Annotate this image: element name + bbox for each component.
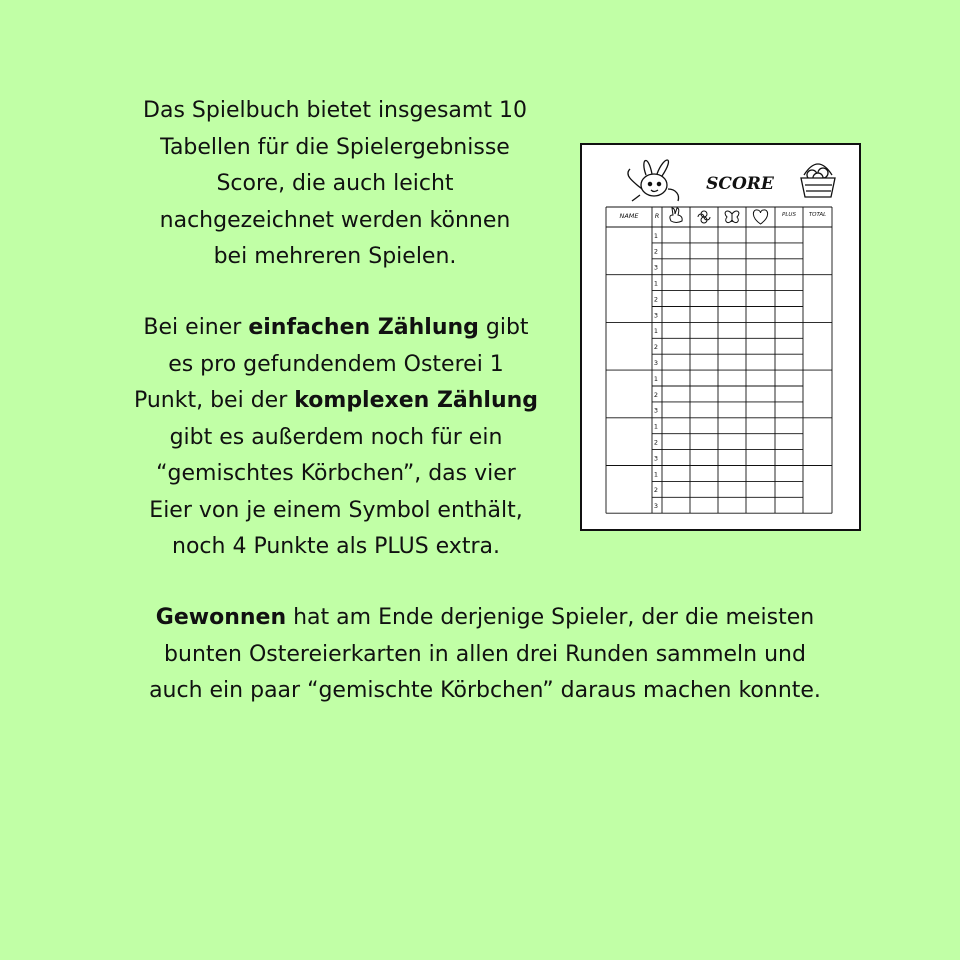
winner-text: bunten Ostereierkarten in allen drei Runden sammeln und	[164, 641, 806, 667]
bunny-icon	[628, 160, 679, 201]
round-number: 3	[653, 502, 659, 511]
round-number: 3	[653, 311, 659, 320]
intro-line: bei mehreren Spielen.	[213, 244, 457, 269]
round-number: 2	[653, 438, 659, 447]
complex-count-term: komplexen Zählung	[294, 388, 539, 413]
round-number: 3	[653, 454, 659, 463]
intro-line: Score, die auch leicht	[216, 171, 454, 196]
col-total-label: TOTAL	[808, 212, 827, 218]
bunny-icon	[670, 208, 682, 223]
rules-text: Punkt, bei der	[133, 388, 295, 413]
round-number: 2	[653, 295, 659, 304]
rules-paragraph	[96, 310, 576, 566]
round-number: 2	[653, 390, 659, 399]
intro-line: Das Spielbuch bietet insgesamt 10	[143, 98, 527, 123]
intro-line: nachgezeichnet werden können	[159, 207, 511, 233]
score-table	[606, 207, 832, 513]
rules-text: es pro gefundendem Osterei 1	[168, 351, 504, 377]
round-number: 1	[653, 327, 659, 336]
round-number: 2	[653, 343, 659, 352]
rules-text: Eier von je einem Symbol enthält,	[149, 497, 523, 523]
round-number: 1	[653, 279, 659, 288]
round-number: 1	[653, 374, 659, 383]
col-plus-label: PLUS	[782, 212, 796, 218]
winner-text: auch ein paar “gemischte Körbchen” daraus machen konnte.	[149, 678, 821, 703]
round-number: 2	[653, 486, 659, 495]
rules-text: Bei einer	[143, 315, 249, 340]
basket-icon	[801, 164, 835, 197]
col-round-label: R	[654, 212, 660, 220]
rules-text: gibt es außerdem noch für ein	[169, 424, 503, 450]
round-number: 3	[653, 406, 659, 415]
rules-text: gibt	[478, 315, 529, 340]
winner-text: hat am Ende derjenige Spieler, der die meisten	[286, 605, 815, 630]
round-number: 3	[653, 263, 659, 272]
round-number: 2	[653, 247, 659, 256]
intro-line: Tabellen für die Spielergebnisse	[160, 134, 510, 160]
heart-icon	[753, 210, 767, 224]
rules-text: noch 4 Punkte als PLUS extra.	[172, 534, 500, 559]
sheet-title: SCORE	[706, 174, 774, 194]
round-number: 1	[653, 231, 659, 240]
round-number: 1	[653, 422, 659, 431]
score-sheet-image	[580, 143, 861, 531]
winner-term: Gewonnen	[155, 605, 287, 630]
butterfly-icon	[725, 211, 739, 223]
rules-text: “gemischtes Körbchen”, das vier	[156, 461, 516, 486]
winner-paragraph	[90, 600, 880, 710]
round-number: 3	[653, 359, 659, 368]
round-number: 1	[653, 470, 659, 479]
simple-count-term: einfachen Zählung	[248, 315, 479, 340]
flower-icon	[698, 211, 710, 223]
col-name-label: NAME	[619, 212, 639, 220]
intro-paragraph	[100, 93, 570, 276]
score-sheet-drawing	[582, 145, 859, 529]
